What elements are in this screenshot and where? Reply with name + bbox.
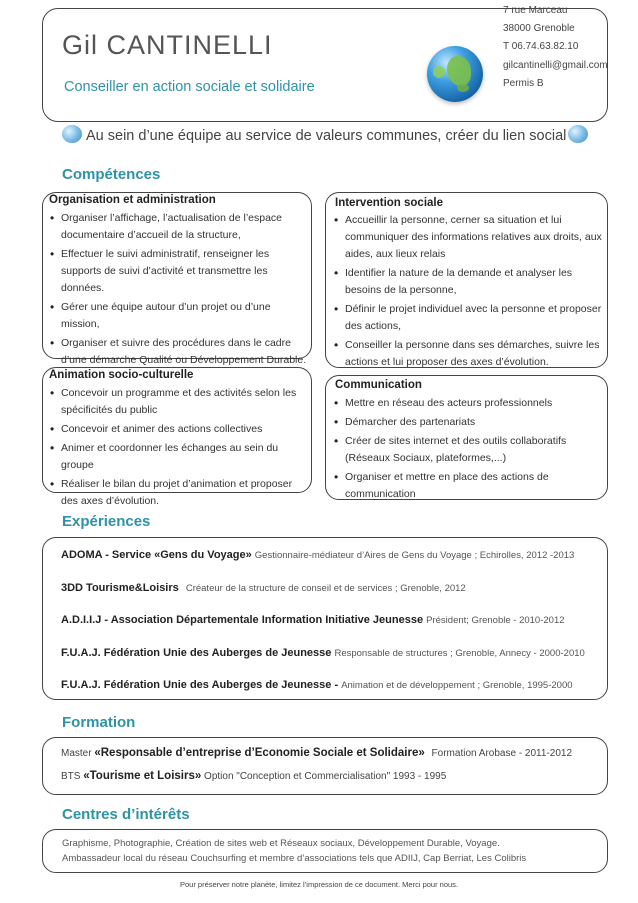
experience-detail: Animation et de développement ; Grenoble, 1995-2000 <box>341 680 573 691</box>
competence-list <box>50 210 308 371</box>
section-title-interests: Centres d’intérêts <box>62 806 190 823</box>
formation-item <box>61 747 572 759</box>
list-item: • Concevoir un programme et des activités selon les spécificités du public <box>50 385 308 419</box>
list-item: • Concevoir et animer des actions collectives <box>50 421 308 438</box>
list-item: • Identifier la nature de la demande et analyser les besoins de la personne, <box>334 265 606 299</box>
competence-list <box>334 395 596 505</box>
competence-title: Animation socio-culturelle <box>49 369 194 381</box>
person-name: Gil CANTINELLI <box>62 30 273 60</box>
globe-icon <box>62 125 82 143</box>
list-item: • Accueillir la personne, cerner sa situation et lui communiquer des informations relatives aux droits, aux aides, aux lieux relais <box>334 212 606 263</box>
list-item: • Démarcher des partenariats <box>334 414 596 431</box>
experience-org: F.U.A.J. Fédération Unie des Auberges de Jeunesse - <box>61 679 339 691</box>
interest-line: Graphisme, Photographie, Création de sites web et Réseaux sociaux, Développement Durable, Voyage. <box>62 838 500 849</box>
contact-licence: Permis B <box>503 78 544 89</box>
list-item: • Créer de sites internet et des outils collaboratifs (Réseaux Sociaux, plateformes,...) <box>334 433 596 467</box>
list-item: • Mettre en réseau des acteurs professionnels <box>334 395 596 412</box>
interest-line: Ambassadeur local du réseau Couchsurfing et membre d’associations tels que ADIIJ, Cap Berriat, Les Colibris <box>62 853 527 864</box>
list-item: • Définir le projet individuel avec la personne et proposer des actions, <box>334 301 606 335</box>
experience-detail: Responsable de structures ; Grenoble, Annecy - 2000-2010 <box>334 648 585 659</box>
globe-icon <box>568 125 588 143</box>
globe-icon <box>427 46 483 102</box>
interests-box <box>42 829 608 873</box>
formation-name: «Tourisme et Loisirs» <box>83 770 202 782</box>
job-title: Conseiller en action sociale et solidaire <box>64 79 315 95</box>
list-item: • Animer et coordonner les échanges au sein du groupe <box>50 440 308 474</box>
competence-list <box>334 212 606 373</box>
contact-phone: T 06.74.63.82.10 <box>503 41 579 52</box>
section-title-experiences: Expériences <box>62 513 151 530</box>
experience-org: A.D.I.I.J - Association Départementale Information Initiative Jeunesse <box>61 614 424 626</box>
experience-item <box>61 679 573 691</box>
competence-list <box>50 385 308 512</box>
competence-title: Communication <box>335 379 422 391</box>
list-item: • Réaliser le bilan du projet d’animation et proposer des axes d’évolution. <box>50 476 308 510</box>
footer-note: Pour préserver notre planète, limitez l’impression de ce document. Merci pour nous. <box>179 880 459 889</box>
formation-name: «Responsable d’entreprise d’Economie Sociale et Solidaire» <box>94 747 425 759</box>
experience-item <box>61 549 574 561</box>
section-title-competences: Compétences <box>62 166 161 183</box>
experience-item <box>61 614 565 626</box>
experience-item <box>61 647 585 659</box>
list-item: • Gérer une équipe autour d’un projet ou d’une mission, <box>50 299 308 333</box>
formation-level: Master <box>61 748 92 759</box>
section-title-formation: Formation <box>62 714 136 731</box>
list-item: • Organiser et mettre en place des actions de communication <box>334 469 596 503</box>
experience-org: ADOMA - Service «Gens du Voyage» <box>61 549 252 561</box>
competence-title: Organisation et administration <box>49 194 216 206</box>
formation-box <box>42 737 608 795</box>
contact-city: 38000 Grenoble <box>503 23 575 34</box>
formation-detail: Formation Arobase - 2011-2012 <box>431 748 573 759</box>
competence-title: Intervention sociale <box>335 197 444 209</box>
contact-street: 7 rue Marceau <box>503 5 568 16</box>
formation-item <box>61 770 446 782</box>
list-item: • Organiser et suivre des procédures dans le cadre d’une démarche Qualité ou Développement Durable. <box>50 335 308 369</box>
experience-item <box>61 582 466 594</box>
experience-org: 3DD Tourisme&Loisirs <box>61 582 179 594</box>
list-item: • Conseiller la personne dans ses démarches, suivre les actions et lui proposer des axes d’évolution. <box>334 337 606 371</box>
list-item: • Effectuer le suivi administratif, renseigner les supports de suivi d’activité et transmettre les données. <box>50 246 308 297</box>
experience-org: F.U.A.J. Fédération Unie des Auberges de Jeunesse <box>61 647 332 659</box>
list-item: • Organiser l’affichage, l’actualisation de l’espace documentaire d’accueil de la structure, <box>50 210 308 244</box>
motto: Au sein d’une équipe au service de valeurs communes, créer du lien social <box>86 128 567 144</box>
experience-detail: Créateur de la structure de conseil et de services ; Grenoble, 2012 <box>185 583 466 594</box>
contact-email: gilcantinelli@gmail.com <box>503 60 608 71</box>
experience-detail: Président; Grenoble - 2010-2012 <box>426 615 565 626</box>
experience-detail: Gestionnaire-médiateur d’Aires de Gens du Voyage ; Echirolles, 2012 -2013 <box>254 550 575 561</box>
formation-level: BTS <box>61 771 81 782</box>
formation-detail: Option "Conception et Commercialisation" 1993 - 1995 <box>204 771 447 782</box>
